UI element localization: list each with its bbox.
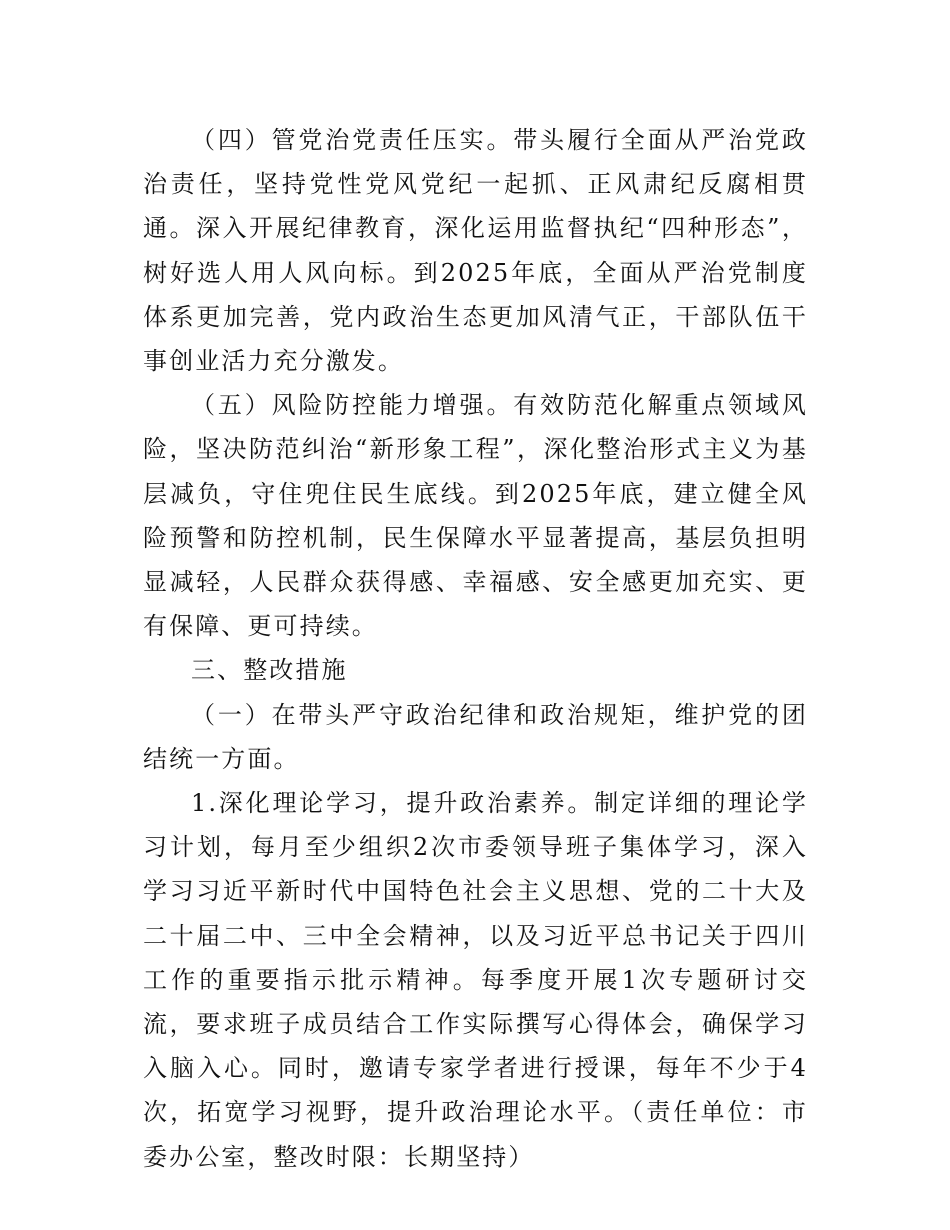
paragraph-responsibility: （四）管党治党责任压实。带头履行全面从严治党政治责任，坚持党性党风党纪一起抓、正风肃纪反腐相贯通。深入开展纪律教育，深化运用监督执纪“四种形态”，树好选人用人风向标。到2025年底，全面从严治党制度体系更加完善，党内政治生态更加风清气正，干部队伍干事创业活力充分激发。 bbox=[143, 126, 808, 376]
paragraph-risk-control: （五）风险防控能力增强。有效防范化解重点领域风险，坚决防范纠治“新形象工程”，深化整治形式主义为基层减负，守住兜住民生底线。到2025年底，建立健全风险预警和防控机制，民生保障水平显著提高，基层负担明显减轻，人民群众获得感、幸福感、安全感更加充实、更有保障、更可持续。 bbox=[143, 391, 808, 641]
paragraph-theory-study: 1.深化理论学习，提升政治素养。制定详细的理论学习计划，每月至少组织2次市委领导班子集体学习，深入学习习近平新时代中国特色社会主义思想、党的二十大及二十届二中、三中全会精神，以及习近平总书记关于四川工作的重要指示批示精神。每季度开展1次专题研讨交流，要求班子成员结合工作实际撰写心得体会，确保学习入脑入心。同时，邀请专家学者进行授课，每年不少于4次，拓宽学习视野，提升政治理论水平。（责任单位：市委办公室，整改时限：长期坚持） bbox=[143, 789, 808, 1171]
subsection-heading-discipline: （一）在带头严守政治纪律和政治规矩，维护党的团结统一方面。 bbox=[143, 700, 808, 773]
section-heading-rectification: 三、整改措施 bbox=[191, 656, 348, 685]
document-page bbox=[143, 118, 808, 1179]
